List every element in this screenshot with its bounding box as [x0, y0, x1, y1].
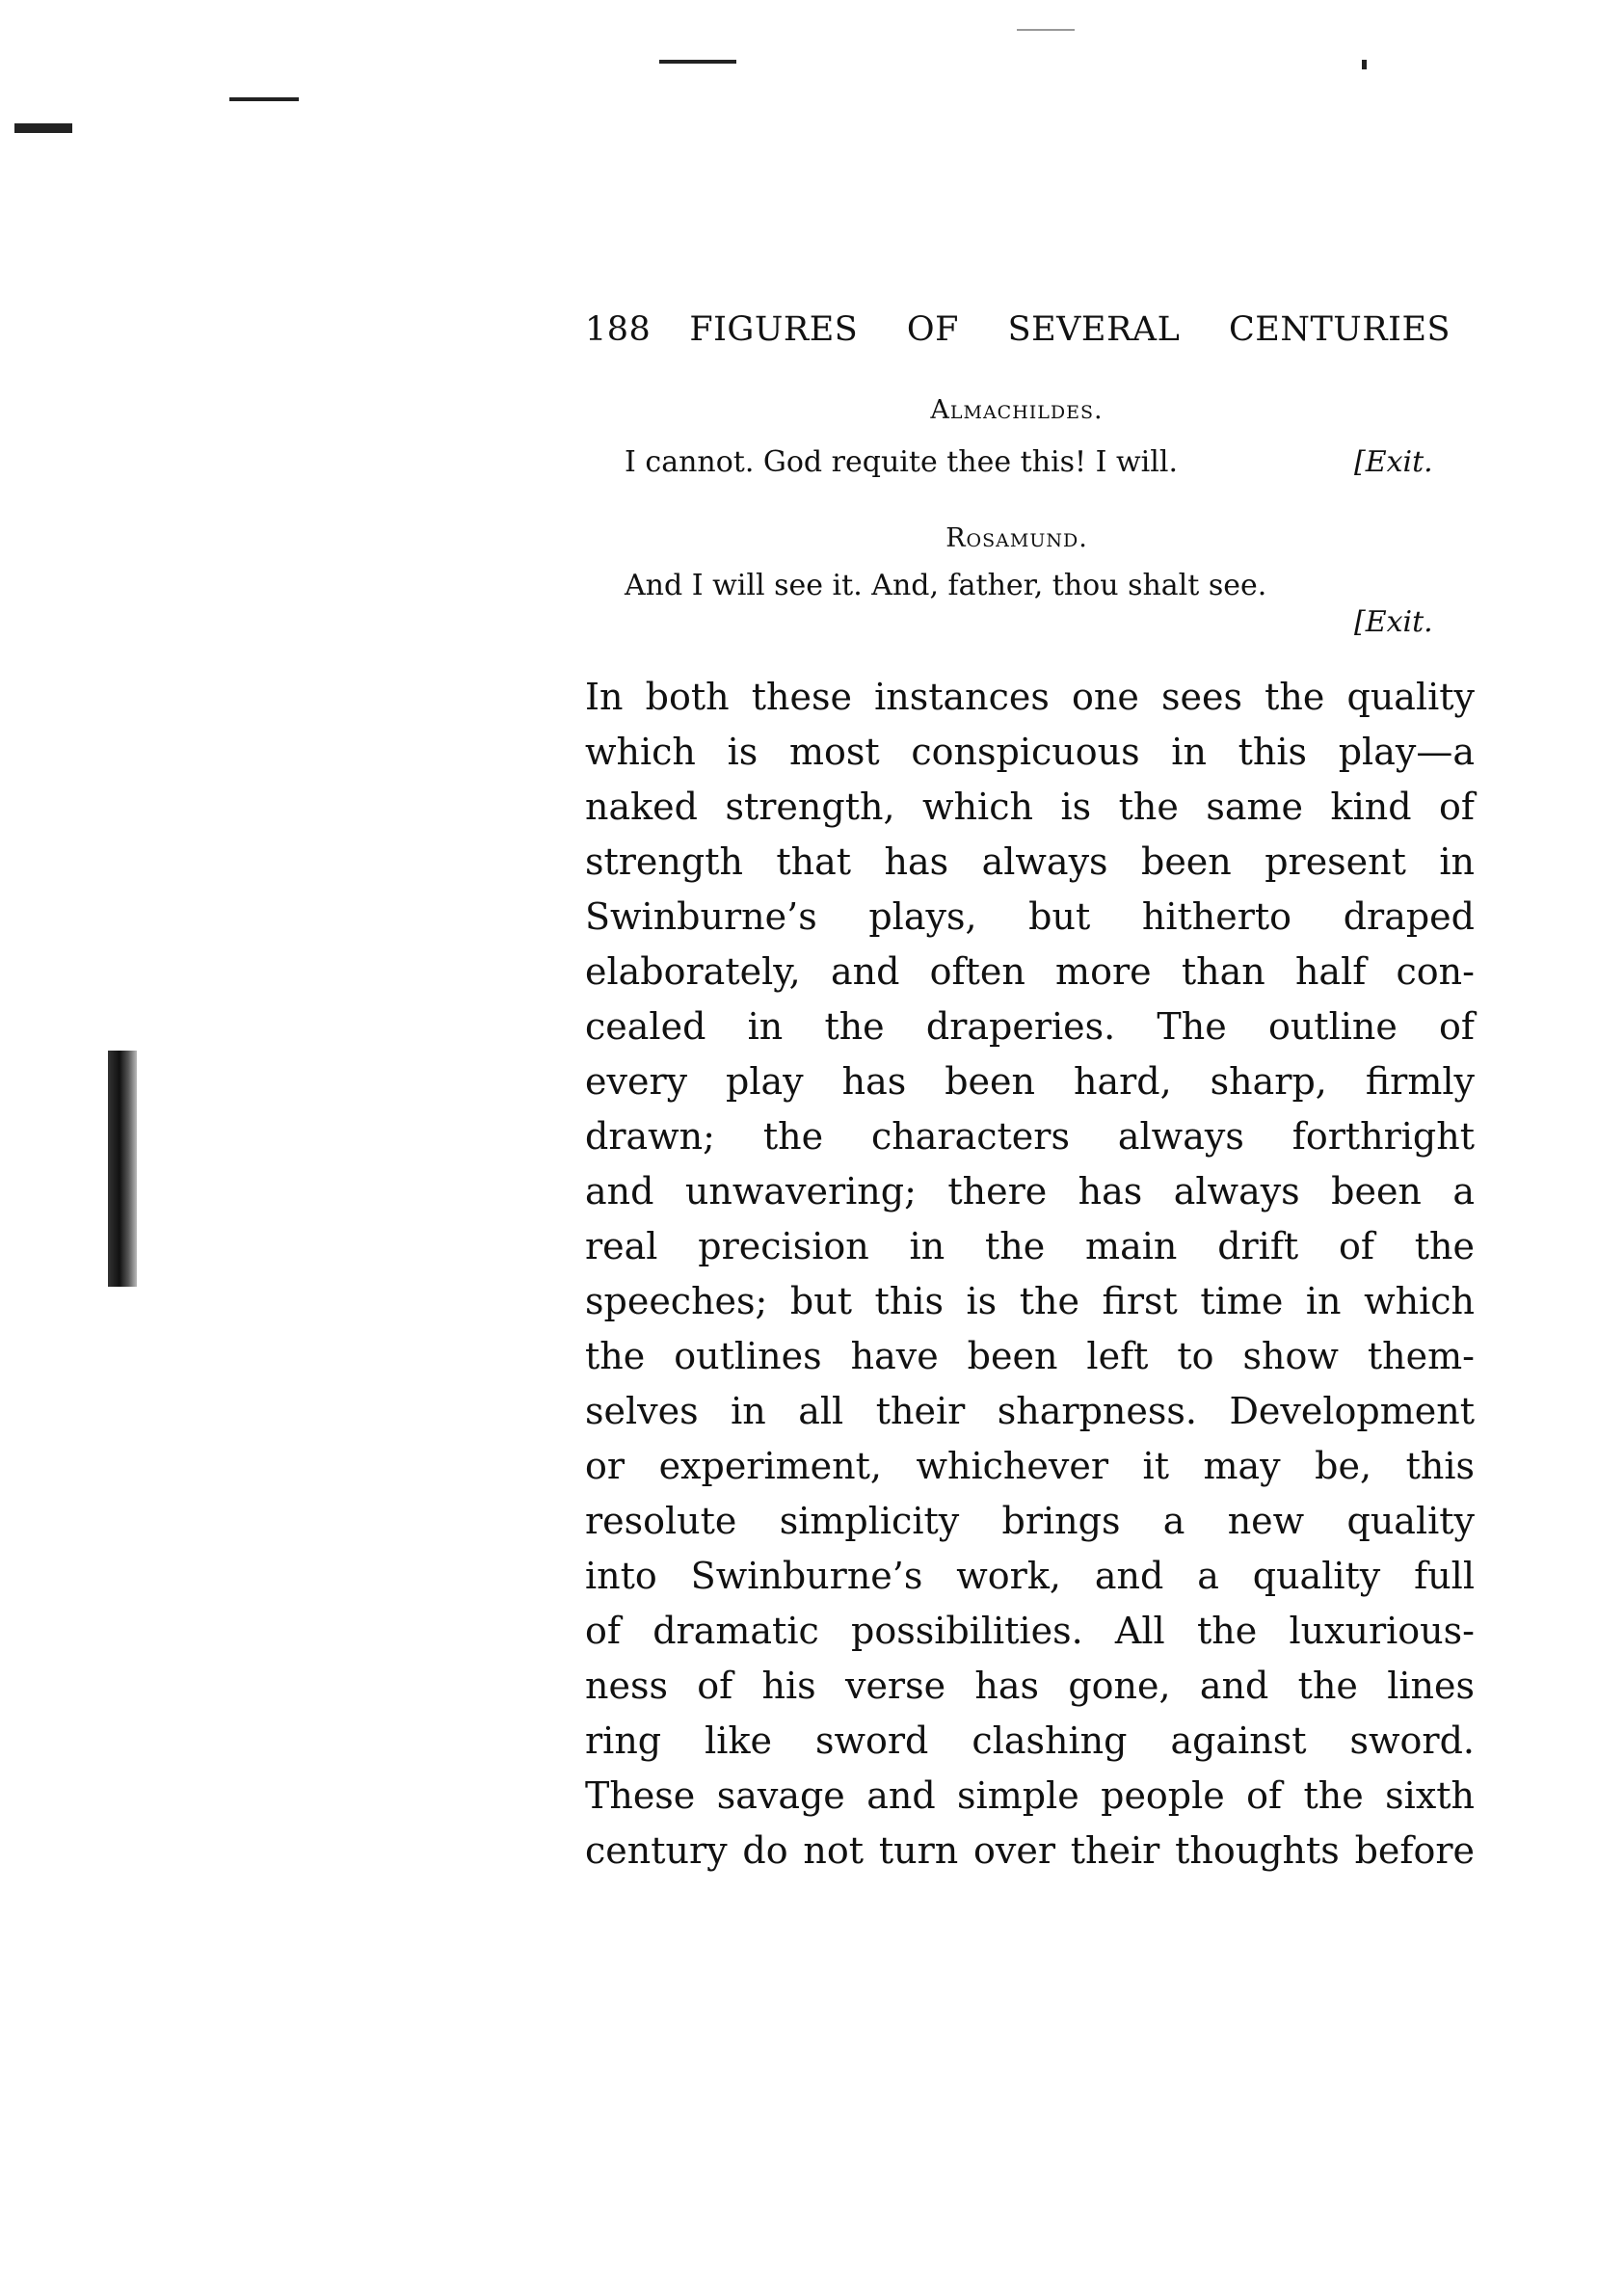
- text-line: elaborately, and often more than half con-: [585, 950, 1475, 993]
- text-line: century do not turn over their thoughts before: [585, 1829, 1475, 1872]
- text-line: ring like sword clashing against sword.: [585, 1719, 1475, 1762]
- text-line: drawn; the characters always forthright: [585, 1115, 1475, 1158]
- page-number: 188: [585, 310, 652, 349]
- scan-smudge: [1362, 60, 1367, 69]
- stage-direction: [Exit.: [1354, 605, 1433, 639]
- text-line: and unwavering; there has always been a: [585, 1170, 1475, 1213]
- text-line: into Swinburne’s work, and a quality full: [585, 1555, 1475, 1597]
- text-line: In both these instances one sees the quality: [585, 676, 1475, 718]
- text-line: of dramatic possibilities. All the luxurious-: [585, 1610, 1475, 1652]
- speaker-name: Rosamund.: [945, 523, 1088, 553]
- text-line: the outlines have been left to show them-: [585, 1335, 1475, 1377]
- text-line: resolute simplicity brings a new quality: [585, 1500, 1475, 1542]
- text-line: cealed in the draperies. The outline of: [585, 1005, 1475, 1048]
- text-line: which is most conspicuous in this play—a: [585, 731, 1475, 773]
- text-line: ness of his verse has gone, and the lines: [585, 1665, 1475, 1707]
- text-line: or experiment, whichever it may be, this: [585, 1445, 1475, 1487]
- body-paragraph: [585, 670, 1475, 1879]
- text-line: strength that has always been present in: [585, 840, 1475, 883]
- stage-direction: [Exit.: [1354, 445, 1433, 479]
- verse-line: I cannot. God requite thee this! I will.: [625, 445, 1178, 479]
- text-line: Swinburne’s plays, but hitherto draped: [585, 895, 1475, 938]
- scan-smudge: [14, 123, 72, 133]
- text-line: speeches; but this is the first time in which: [585, 1280, 1475, 1322]
- scan-smudge: [1017, 29, 1075, 31]
- scan-smudge: [659, 60, 736, 64]
- text-line: These savage and simple people of the sixth: [585, 1774, 1475, 1817]
- text-line: selves in all their sharpness. Development: [585, 1390, 1475, 1432]
- text-line: naked strength, which is the same kind of: [585, 786, 1475, 828]
- running-title: FIGURES OF SEVERAL CENTURIES: [689, 310, 1451, 349]
- text-line: real precision in the main drift of the: [585, 1225, 1475, 1267]
- running-header: [585, 310, 1451, 349]
- scan-smudge: [229, 97, 299, 101]
- text-line: every play has been hard, sharp, firmly: [585, 1060, 1475, 1103]
- verse-line: And I will see it. And, father, thou shalt see.: [625, 569, 1267, 602]
- scan-binding-mark: [108, 1051, 137, 1287]
- speaker-name: Almachildes.: [930, 395, 1104, 425]
